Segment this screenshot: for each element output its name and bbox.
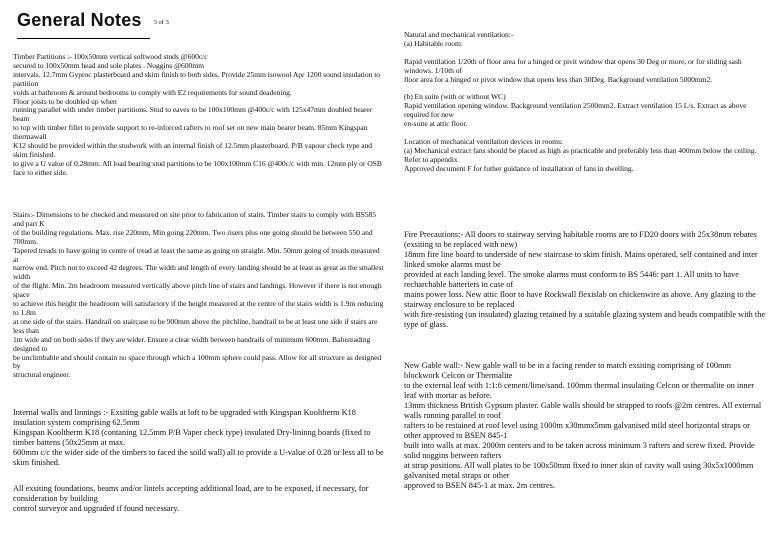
page-title: General Notes	[17, 10, 142, 30]
page-number: 3 of 3	[153, 18, 169, 26]
new-gable-wall-note: New Gable wall:- New gable wall to be in a facing render to match exsiting comprising of 100mm blockwork Celcon or Thermalite to the external leaf with 1:1:6 cement/lime/sand. 100mm thermal insulating Celcon or thermalite on inner leaf with mortar as before. 13mm thickness British Gypsum plaster. Gable walls should be strapped to roofs @2m centres. All external walls running parallel to roof rafters to be restained at roof level using 1000m x30mmx5mm galvanised mild steel horizontal straps or other approved to BSEN 845-1 built into walls at max. 2000m centers and to be taken across minimum 3 rafters and screw fixed. Provide solid noggins between rafters at strap positions. All wall plates to be 100x50mm fixed to inner skin of cavity wall using 30x5x1000mm galvanised metal straps or other approved to BSEN 845-1 at max. 2m centres.	[404, 361, 762, 490]
foundations-note: All exsiting foundations, beams and/or lintels accepting additional load, are to be exposed, if necessary, for consideration by building control surveyor and upgraded if found necessary.	[13, 484, 369, 513]
header	[17, 10, 169, 31]
fire-precautions-note: Fire Precautions:- All doors to stairway serving habitable rooms are to FD20 doors with 25x38mm rebates (exsiting to be replaced with new) 18mm fire line board to underside of new staircase to skim finish. Mains operated, self contained and inter linked smoke alarms must be provided at each landing level. The smoke alarms must conform to BS 5446: part 1. All units to have recharchable batteriers in case of mains power loss. New attic floor to have Rockwall flexislab on chickenwire as above. Any glazing to the stairway enclosure to be replaced with fire-resisting (un insulated) glazing retained by a suitable glazing system and beads compatible with the type of glass.	[404, 230, 766, 329]
stairs-note: Stairs:- Dimensions to be checked and measured on site prior to fabrication of stairs. Timber stairs to comply with BS585 and part K of the building regulations. Max. rise 220mm, Min going 220mm. Two risers plus one going should be between 550 and 700mm. Tapered treads to have going in centre of tread at least the same as going on straight. Min. 50mm going of treads measured at narrow end. Pitch not to exceed 42 degrees. The width and length of every landing should be at least as great as the smallest width of the flight. Min. 2m headroom measured vertically above pitch line of stairs and landings. However if there is not enough space to achieve this height the headroom will satisfactory if the height measured at the centre of the stairs width is 1.9m reducing to 1.8m at one side of the stairs. Handrail on staircase to be 900mm above the pitchline, handrail to be at least one side if stairs are less than 1m wide and on both sides if they are wider. Ensure a clear width between handrails of minimum 600mm. Balustrading designed to be unclimbable and should contain no space through which a 100mm sphere could pass. Allow for all structure as designed by structural engineer.	[13, 210, 384, 380]
title-underline	[17, 38, 150, 39]
timber-partitions-note: Timber Partitions :- 100x50mm vertical softwood studs @600c/c secured to 100x50mm head and sole plates . Noggins @600mm intervals. 12.7mm Gyproc plasterboard and skim finish to both sides. Provide 25mm isowool Apr 1200 sound insulation to partition voids at bathroom & around bedrooms to comply with E2 requirements for sound deadening. Floor joists to be doubled up when running parallel with under timber partitions. Stud to eaves to be 100x100mm @400c/c with 125x47mm doubled bearer beam to top with timber fillet to provide support to re-inforced rafters to roof set on new main bearer beam. 85mm Kingspan thermawall K12 should be provided within the studwork with an internal finish of 12.5mm plasterboard. P/B vapour check type and skim finished. to give a U value of 0.28mm. All load bearing stud partitions to be 100x100mm C16 @400c/c with min. 12mm ply or OSB face to either side.	[13, 52, 382, 177]
ventilation-note: Natural and mechanical ventilation:- (a) Habitable room: Rapid ventilation 1/20th of floor area for a hinged or pivit window that opens 30 Deg or more, or for sliding sash windows. 1/10th of floor area for a hinged or pivot window that opens less than 30Deg. Background ventilation 5000mm2. (b) En suite (with or without WC) Rapid ventilation opening window. Background ventilation 2500mm2. Extract ventilation 15 L/s. Extract as above required for new en-suite at attic floor. Location of mechanical ventilation devices in rooms: (a) Mechanical extract fans should be placed as high as practicable and preferably less than 400mm below the ceiling. Refer to appendix Approved document F for futher guidance of installation of fans in dwelling.	[404, 30, 757, 173]
internal-walls-note: Internal walls and linnings :- Exsiting gable walls at loft to be upgraded with Kingspan Kooltherm K18 insulation system comprising 62.5mm Kingspan Kooltherm K18 (contaning 12.5mm P/B Vaper check type) insulated Dry-lininng boards (fixed to timber battens (50x25mm at max. 600mm c/c the wider side of the timbers to faced the soild wall) all to provide a U-value of 0.28 or less all to be skim finished.	[13, 408, 384, 467]
